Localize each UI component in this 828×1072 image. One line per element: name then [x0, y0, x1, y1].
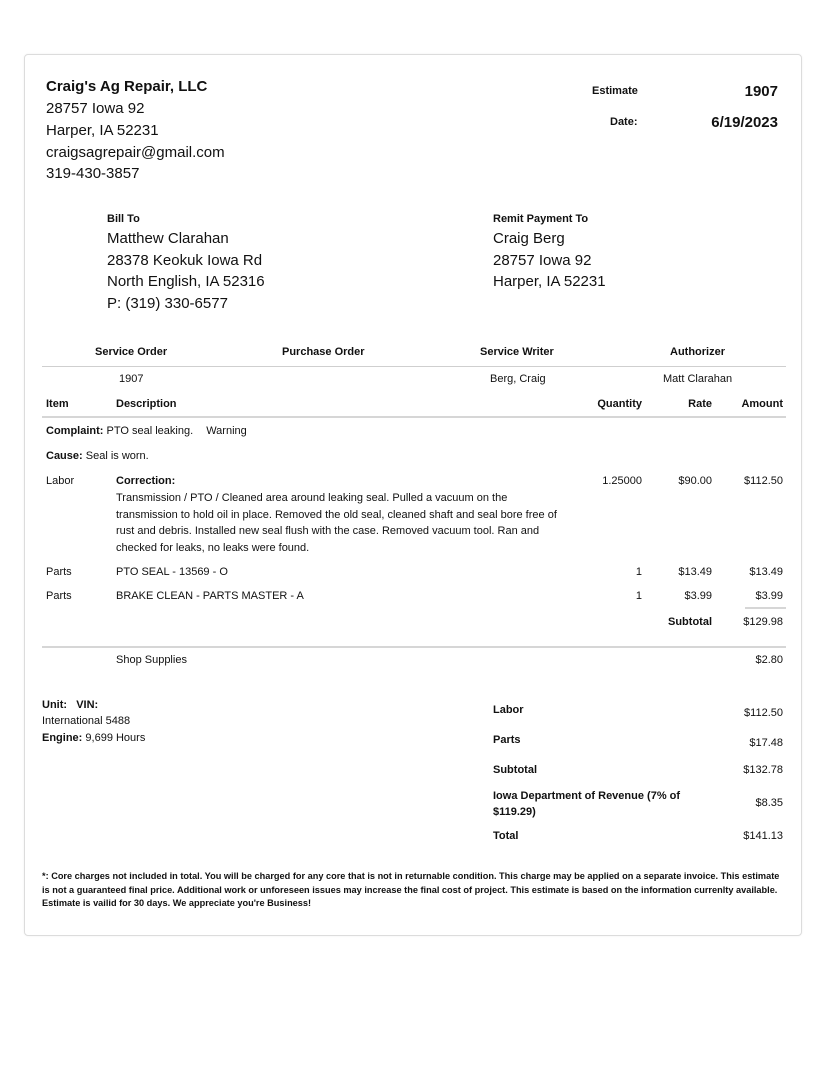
complaint-label: Complaint:	[46, 425, 104, 437]
summary-parts-value: $17.48	[749, 737, 783, 749]
summary-tax-label: Iowa Department of Revenue (7% of $119.29)	[493, 790, 681, 818]
items-subtotal-label: Subtotal	[668, 616, 712, 628]
engine-value: 9,699 Hours	[85, 732, 146, 744]
engine-label: Engine:	[42, 732, 83, 744]
labor-title: Correction:	[116, 475, 176, 487]
authorizer-value: Matt Clarahan	[663, 373, 733, 385]
remit-to-address-line1: 28757 Iowa 92	[493, 252, 592, 269]
unit-label: Unit:	[42, 699, 68, 711]
summary-subtotal-value: $132.78	[743, 764, 783, 776]
service-order-header: Service Order	[95, 346, 168, 358]
unit-model: International 5488	[42, 715, 131, 727]
summary-labor-value: $112.50	[744, 707, 783, 719]
vin-label: VIN:	[76, 699, 99, 711]
part-quantity: 1	[635, 590, 642, 602]
purchase-order-header: Purchase Order	[282, 346, 365, 358]
part-amount: $3.99	[755, 590, 783, 602]
labor-rate: $90.00	[678, 475, 712, 487]
summary-labor-label: Labor	[493, 704, 524, 716]
bill-to-address-line2: North English, IA 52316	[107, 273, 265, 290]
engine-line	[42, 732, 145, 744]
service-writer-value: Berg, Craig	[490, 373, 546, 385]
shop-supplies-label: Shop Supplies	[116, 654, 187, 666]
company-phone: 319-430-3857	[46, 165, 140, 182]
part-quantity: 1	[635, 566, 642, 578]
service-writer-header: Service Writer	[480, 346, 554, 358]
complaint-flag: Warning	[206, 425, 247, 437]
item-column-header: Item	[46, 398, 69, 410]
bill-to-address-line1: 28378 Keokuk Iowa Rd	[107, 252, 263, 269]
summary-subtotal-label: Subtotal	[493, 764, 537, 776]
items-subtotal-value: $129.98	[743, 616, 783, 628]
part-rate: $13.49	[678, 566, 712, 578]
rate-column-header: Rate	[688, 398, 712, 410]
cause-label: Cause:	[46, 450, 83, 462]
labor-item-type: Labor	[46, 475, 75, 487]
part-description: PTO SEAL - 13569 - O	[116, 566, 228, 578]
shop-supplies-value: $2.80	[755, 654, 783, 666]
part-item-type: Parts	[46, 590, 72, 602]
footer-note: *: Core charges not included in total. You will be charged for any core that is not in returnable condition. This charge may be applied on a separate invoice. This estimate is not a guaranteed final price. Additional work or unforeseen issues may increase the final cost of project. This estimate is based on the information currenlty available. Estimate is vailid for 30 days. We appreciate you're Business!	[42, 871, 780, 908]
summary-total-label: Total	[493, 830, 519, 842]
cause-text: Seal is worn.	[85, 450, 149, 462]
quantity-column-header: Quantity	[597, 398, 642, 410]
authorizer-header: Authorizer	[670, 346, 725, 358]
part-amount: $13.49	[749, 566, 783, 578]
labor-amount: $112.50	[744, 475, 783, 487]
unit-vin-line	[42, 699, 98, 711]
estimate-number: 1907	[744, 83, 778, 100]
summary-total-value: $141.13	[743, 830, 783, 842]
labor-description: Transmission / PTO / Cleaned area around leaking seal. Pulled a vacuum on the transmission to hold oil in place. Removed the old seal, cleaned shaft and seal bore free of rust and debris. Installed new seal flush with the case. Removed vacuum tool. Ran and checked for leaks, no leaks were found.	[116, 492, 557, 554]
remit-to-name: Craig Berg	[493, 230, 565, 247]
bill-to-phone: P: (319) 330-6577	[107, 295, 228, 312]
company-address-line1: 28757 Iowa 92	[46, 100, 145, 117]
complaint-line	[46, 425, 247, 437]
complaint-text: PTO seal leaking.	[106, 425, 194, 437]
service-order-value: 1907	[119, 373, 144, 385]
summary-parts-label: Parts	[493, 734, 521, 746]
order-header-divider	[42, 366, 786, 367]
bill-to-name: Matthew Clarahan	[107, 230, 229, 247]
items-header-divider	[42, 416, 786, 418]
company-address-line2: Harper, IA 52231	[46, 122, 159, 139]
remit-to-address-line2: Harper, IA 52231	[493, 273, 606, 290]
summary-tax-value: $8.35	[755, 797, 783, 809]
company-email: craigsagrepair@gmail.com	[46, 144, 225, 161]
estimate-date: 6/19/2023	[711, 114, 778, 131]
remit-to-label: Remit Payment To	[493, 213, 589, 225]
part-rate: $3.99	[684, 590, 712, 602]
bill-to-label: Bill To	[107, 213, 140, 225]
part-item-type: Parts	[46, 566, 72, 578]
subtotal-divider	[745, 607, 786, 609]
part-description: BRAKE CLEAN - PARTS MASTER - A	[116, 590, 304, 602]
amount-column-header: Amount	[741, 398, 783, 410]
shop-supplies-divider	[42, 646, 786, 648]
date-label: Date:	[610, 116, 638, 128]
company-name: Craig's Ag Repair, LLC	[46, 78, 208, 95]
cause-line	[46, 450, 149, 462]
estimate-label: Estimate	[592, 85, 638, 97]
description-column-header: Description	[116, 398, 177, 410]
labor-quantity: 1.25000	[602, 475, 642, 487]
